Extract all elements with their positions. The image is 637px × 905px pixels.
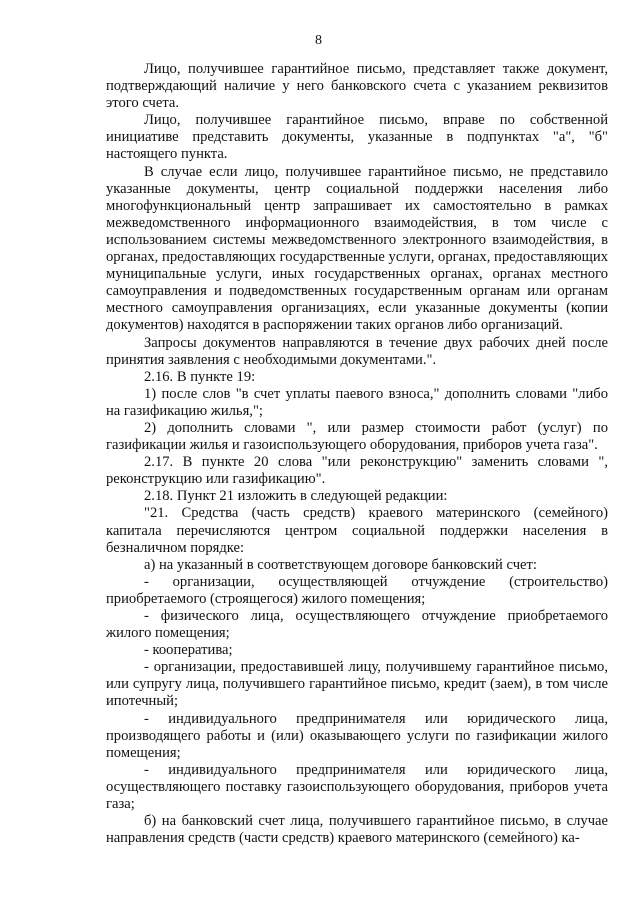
paragraph: - кооператива; [144,642,233,659]
paragraph: 2.16. В пункте 19: [144,368,256,385]
paragraph: В случае если лицо, получившее гарантийное письмо, не представило указанные документы, центр социальной поддержки населения либо многофункциональный центр запрашивает их самостоятельно в рамках межведомственного информационного взаимодействия, в том числе с использованием системы межведомственного электронного взаимодействия, в органах, предоставляющих государственные услуги, органах, предоставляющих муниципальные услуги, иных государственных органах, органах местного самоуправления и подведомственных государственным органам или органам местного самоуправления организациях, если указанные документы (копии документов) находятся в распоряжении таких органов либо организаций. [106,163,608,334]
paragraph: Лицо, получившее гарантийное письмо, вправе по собственной инициативе представить документы, указанные в подпунктах "а", "б" настоящего пункта. [106,112,608,163]
paragraph: Запросы документов направляются в течение двух рабочих дней после принятия заявления с необходимыми документами.". [106,334,608,368]
paragraph: - физического лица, осуществляющего отчуждение приобретаемого жилого помещения; [106,608,608,642]
paragraph: 2.18. Пункт 21 изложить в следующей редакции: [144,488,448,505]
paragraph: 2.17. В пункте 20 слова "или реконструкцию" заменить словами ", реконструкцию или газификацию". [106,454,608,488]
paragraph: Лицо, получившее гарантийное письмо, представляет также документ, подтверждающий наличие у него банковского счета с указанием реквизитов этого счета. [106,61,608,112]
paragraph: - организации, предоставившей лицу, получившему гарантийное письмо, или супругу лица, получившего гарантийное письмо, кредит (заем), в том числе ипотечный; [106,659,608,710]
paragraph: б) на банковский счет лица, получившего гарантийное письмо, в случае направления средств (части средств) краевого материнского (семейного) ка- [106,813,608,847]
paragraph: 1) после слов "в счет уплаты паевого взноса," дополнить словами "либо на газификацию жилья,"; [106,385,608,419]
paragraph: 2) дополнить словами ", или размер стоимости работ (услуг) по газификации жилья и газоиспользующего оборудования, приборов учета газа". [106,419,608,454]
paragraph: а) на указанный в соответствующем договоре банковский счет: [144,556,537,573]
paragraph: - индивидуального предпринимателя или юридического лица, производящего работы и (или) оказывающего услуги по газификации жилого помещения; [106,710,608,761]
paragraph: - организации, осуществляющей отчуждение (строительство) приобретаемого (строящегося) жилого помещения; [106,573,608,607]
document-body [106,61,608,847]
paragraph: - индивидуального предпринимателя или юридического лица, осуществляющего поставку газоиспользующего оборудования, приборов учета газа; [106,761,608,813]
page-number: 8 [315,33,322,48]
paragraph: "21. Средства (часть средств) краевого материнского (семейного) капитала перечисляются центром социальной поддержки населения в безналичном порядке: [106,505,608,556]
